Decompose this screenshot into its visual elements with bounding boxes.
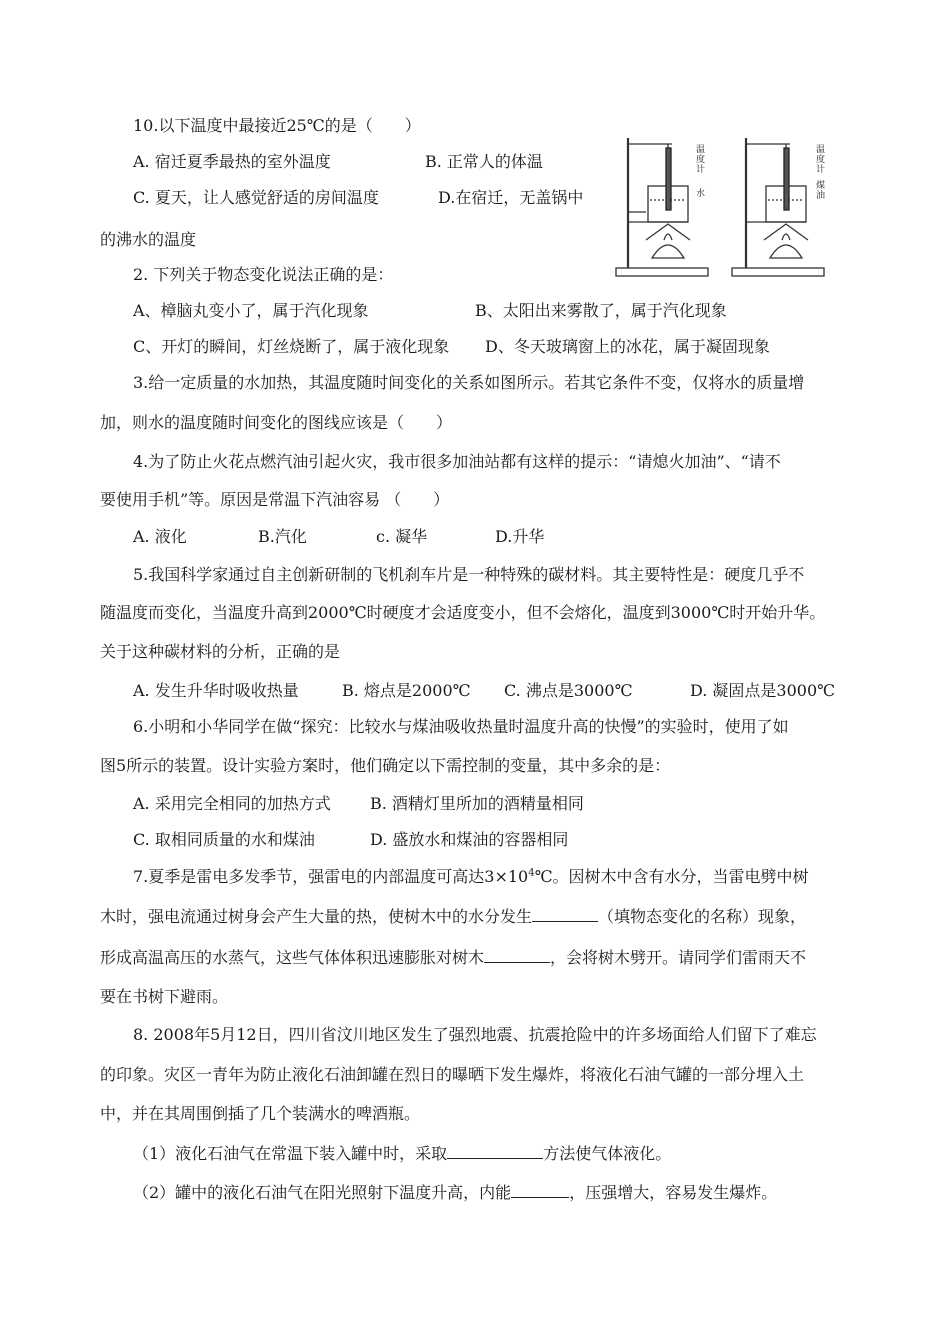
right-thermometer [784, 148, 789, 210]
q10-option-b: B. 正常人的体温 [425, 152, 543, 171]
q7-line-2 [100, 905, 806, 928]
q2-option-c: C、开灯的瞬间，灯丝烧断了，属于液化现象 [133, 337, 450, 356]
q8-sub-2 [133, 1181, 777, 1204]
right-alcohol-lamp [770, 245, 802, 258]
q5-option-d: D. 凝固点是3000℃ [690, 681, 836, 700]
q2-option-b: B、太阳出来雾散了，属于汽化现象 [475, 301, 727, 320]
q4-option-b: B.汽化 [258, 527, 307, 546]
q8-blank-2[interactable] [511, 1181, 569, 1198]
q8-line-3: 中，并在其周围倒插了几个装满水的啤酒瓶。 [100, 1104, 421, 1123]
q7-exponent: 4 [528, 867, 535, 879]
heating-apparatus-diagram [612, 130, 840, 280]
q5-line-2: 随温度而变化，当温度升高到2000℃时硬度才会适度变小，但不会熔化，温度到3000℃时开始升华。 [100, 603, 826, 622]
q6-line-1: 6.小明和小华同学在做“探究：比较水与煤油吸收热量时温度升高的快慢”的实验时，使用了如 [133, 717, 789, 736]
q4-option-c: c. 凝华 [376, 527, 428, 546]
right-label-1: 温 [816, 145, 826, 155]
left-stand-base [616, 268, 708, 276]
q7-line-3-text-a: 形成高温高压的水蒸气，这些气体体积迅速膨胀对树木 [100, 948, 485, 967]
right-label-2: 度 [816, 155, 826, 165]
q8-sub-1-text-a: （1）液化石油气在常温下装入罐中时，采取 [133, 1144, 448, 1163]
q5-option-b: B. 熔点是2000℃ [342, 681, 471, 700]
q10-option-c: C. 夏天，让人感觉舒适的房间温度 [133, 188, 379, 207]
q8-line-2: 的印象。灾区一青年为防止液化石油卸罐在烈日的曝晒下发生爆炸，将液化石油气罐的一部分埋入土 [100, 1065, 805, 1084]
q7-line-1-text-b: ℃。因树木中含有水分，当雷电劈中树 [534, 867, 809, 886]
q7-line-1-text-a: 7.夏季是雷电多发季节，强雷电的内部温度可高达3×10 [133, 867, 529, 886]
q5-line-3: 关于这种碳材料的分析，正确的是 [100, 642, 341, 661]
left-gauze [646, 224, 690, 240]
q4-line-2: 要使用手机”等。原因是常温下汽油容易 （ ） [100, 490, 450, 509]
q8-sub-1-text-b: 方法使气体液化。 [543, 1144, 672, 1163]
q5-option-c: C. 沸点是3000℃ [504, 681, 633, 700]
left-label-1: 温 [696, 145, 706, 155]
q2-option-d: D、冬天玻璃窗上的冰花，属于凝固现象 [485, 337, 770, 356]
q7-line-3 [100, 946, 806, 969]
right-label-3: 计 [816, 165, 826, 175]
q10-option-d-continued: 的沸水的温度 [100, 230, 197, 249]
right-label-5: 油 [816, 191, 826, 201]
q7-line-3-text-b: ，会将树木劈开。请同学们雷雨天不 [550, 948, 807, 967]
q8-sub-2-text-b: ，压强增大，容易发生爆炸。 [569, 1183, 778, 1202]
q8-sub-2-text-a: （2）罐中的液化石油气在阳光照射下温度升高，内能 [133, 1183, 512, 1202]
q6-line-2: 图5所示的装置。设计实验方案时，他们确定以下需控制的变量，其中多余的是： [100, 756, 671, 775]
q5-line-1: 5.我国科学家通过自主创新研制的飞机刹车片是一种特殊的碳材料。其主要特性是：硬度几乎不 [133, 565, 805, 584]
q7-blank-1[interactable] [532, 905, 598, 922]
q6-option-d: D. 盛放水和煤油的容器相同 [370, 830, 569, 849]
left-thermometer [666, 148, 671, 210]
right-gauze [764, 224, 808, 240]
q10-option-a: A. 宿迁夏季最热的室外温度 [133, 152, 331, 171]
left-alcohol-lamp [652, 245, 684, 258]
q2-stem: 2. 下列关于物态变化说法正确的是： [133, 265, 394, 284]
experiment-figure [612, 130, 840, 280]
q3-line-2: 加，则水的温度随时间变化的图线应该是（ ） [100, 413, 453, 432]
q7-line-4: 要在书树下避雨。 [100, 987, 229, 1006]
q7-line-1 [133, 866, 809, 888]
q7-blank-2[interactable] [484, 946, 550, 963]
q8-blank-1[interactable] [447, 1142, 543, 1159]
q10-option-d: D.在宿迁，无盖锅中 [438, 188, 584, 207]
q4-option-a: A. 液化 [133, 527, 187, 546]
q3-line-1: 3.给一定质量的水加热，其温度随时间变化的关系如图所示。若其它条件不变，仅将水的质量增 [133, 373, 805, 392]
q5-option-a: A. 发生升华时吸收热量 [133, 681, 299, 700]
right-label-4: 煤 [816, 181, 826, 191]
q7-line-2-text-a: 木时，强电流通过树身会产生大量的热，使树木中的水分发生 [100, 907, 533, 926]
q10-stem: 10.以下温度中最接近25℃的是（ ） [133, 116, 421, 135]
q2-option-a: A、樟脑丸变小了，属于汽化现象 [133, 301, 369, 320]
right-stand-base [732, 268, 824, 276]
q4-option-d: D.升华 [495, 527, 545, 546]
q8-line-1: 8. 2008年5月12日，四川省汶川地区发生了强烈地震、抗震抢险中的许多场面给人们留下了难忘 [133, 1025, 817, 1044]
left-label-2: 度 [696, 155, 706, 165]
q6-option-c: C. 取相同质量的水和煤油 [133, 830, 315, 849]
q6-option-b: B. 酒精灯里所加的酒精量相同 [370, 794, 584, 813]
left-label-3: 计 [696, 165, 706, 175]
left-label-4: 水 [696, 189, 706, 199]
q7-line-2-text-b: （填物态变化的名称）现象， [598, 907, 807, 926]
q4-line-1: 4.为了防止火花点燃汽油引起火灾，我市很多加油站都有这样的提示：“请熄火加油”、“请不 [133, 452, 781, 471]
q6-option-a: A. 采用完全相同的加热方式 [133, 794, 331, 813]
q8-sub-1 [133, 1142, 671, 1165]
